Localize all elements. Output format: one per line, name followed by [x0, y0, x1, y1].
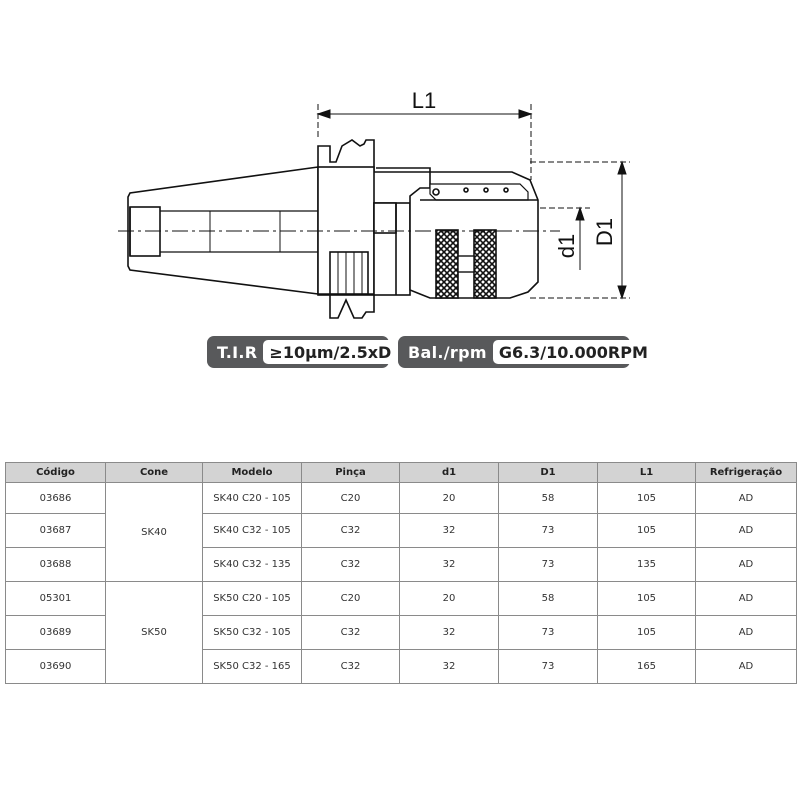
cell-codigo: 03686 [6, 483, 106, 514]
cell-pinca: C32 [302, 514, 400, 548]
header-D1: D1 [499, 463, 598, 483]
cell-D1: 73 [499, 650, 598, 684]
cell-D1: 73 [499, 514, 598, 548]
knurl-band-right [474, 230, 496, 298]
cell-modelo: SK50 C20 - 105 [203, 582, 302, 616]
knurl-band-left [436, 230, 458, 298]
cell-pinca: C32 [302, 650, 400, 684]
cell-refrigeracao: AD [696, 616, 797, 650]
cell-L1: 105 [598, 514, 696, 548]
header-pinca: Pinça [302, 463, 400, 483]
cell-d1: 20 [400, 582, 499, 616]
cell-L1: 105 [598, 616, 696, 650]
cell-modelo: SK40 C20 - 105 [203, 483, 302, 514]
cell-modelo: SK50 C32 - 105 [203, 616, 302, 650]
header-d1: d1 [400, 463, 499, 483]
cell-refrigeracao: AD [696, 650, 797, 684]
cell-d1: 32 [400, 548, 499, 582]
cell-refrigeracao: AD [696, 582, 797, 616]
cell-modelo: SK50 C32 - 165 [203, 650, 302, 684]
cell-refrigeracao: AD [696, 483, 797, 514]
cell-D1: 73 [499, 548, 598, 582]
cell-d1: 32 [400, 514, 499, 548]
balance-badge [398, 336, 648, 368]
balance-label: Bal./rpm [408, 342, 487, 362]
cell-codigo: 05301 [6, 582, 106, 616]
cell-D1: 58 [499, 483, 598, 514]
cell-codigo: 03688 [6, 548, 106, 582]
table-row [6, 483, 797, 514]
header-modelo: Modelo [203, 463, 302, 483]
header-cone: Cone [106, 463, 203, 483]
cell-pinca: C32 [302, 616, 400, 650]
cell-pinca: C32 [302, 548, 400, 582]
cell-codigo: 03687 [6, 514, 106, 548]
cell-pinca: C20 [302, 483, 400, 514]
cell-modelo: SK40 C32 - 105 [203, 514, 302, 548]
table-header-row [6, 463, 797, 483]
cell-codigo: 03690 [6, 650, 106, 684]
cell-refrigeracao: AD [696, 548, 797, 582]
tir-value: ≥10μm/2.5xD [263, 340, 397, 364]
cell-d1: 32 [400, 650, 499, 684]
cell-L1: 105 [598, 483, 696, 514]
tir-label: T.I.R [217, 342, 258, 362]
cell-d1: 20 [400, 483, 499, 514]
cell-L1: 105 [598, 582, 696, 616]
cell-d1: 32 [400, 616, 499, 650]
cell-codigo: 03689 [6, 616, 106, 650]
cell-cone: SK40 [106, 483, 203, 582]
cell-L1: 165 [598, 650, 696, 684]
cell-cone: SK50 [106, 582, 203, 684]
tir-badge [207, 336, 392, 368]
dim-d1-label: d1 [554, 233, 579, 259]
cell-D1: 58 [499, 582, 598, 616]
table-row [6, 582, 797, 616]
header-refrigeracao: Refrigeração [696, 463, 797, 483]
header-codigo: Código [6, 463, 106, 483]
balance-value: G6.3/10.000RPM [493, 340, 654, 364]
cell-modelo: SK40 C32 - 135 [203, 548, 302, 582]
header-L1: L1 [598, 463, 696, 483]
cell-pinca: C20 [302, 582, 400, 616]
spec-table [5, 462, 797, 684]
cell-D1: 73 [499, 616, 598, 650]
dim-L1-label: L1 [411, 88, 437, 113]
dim-D1-label: D1 [592, 217, 617, 247]
cell-refrigeracao: AD [696, 514, 797, 548]
cell-L1: 135 [598, 548, 696, 582]
